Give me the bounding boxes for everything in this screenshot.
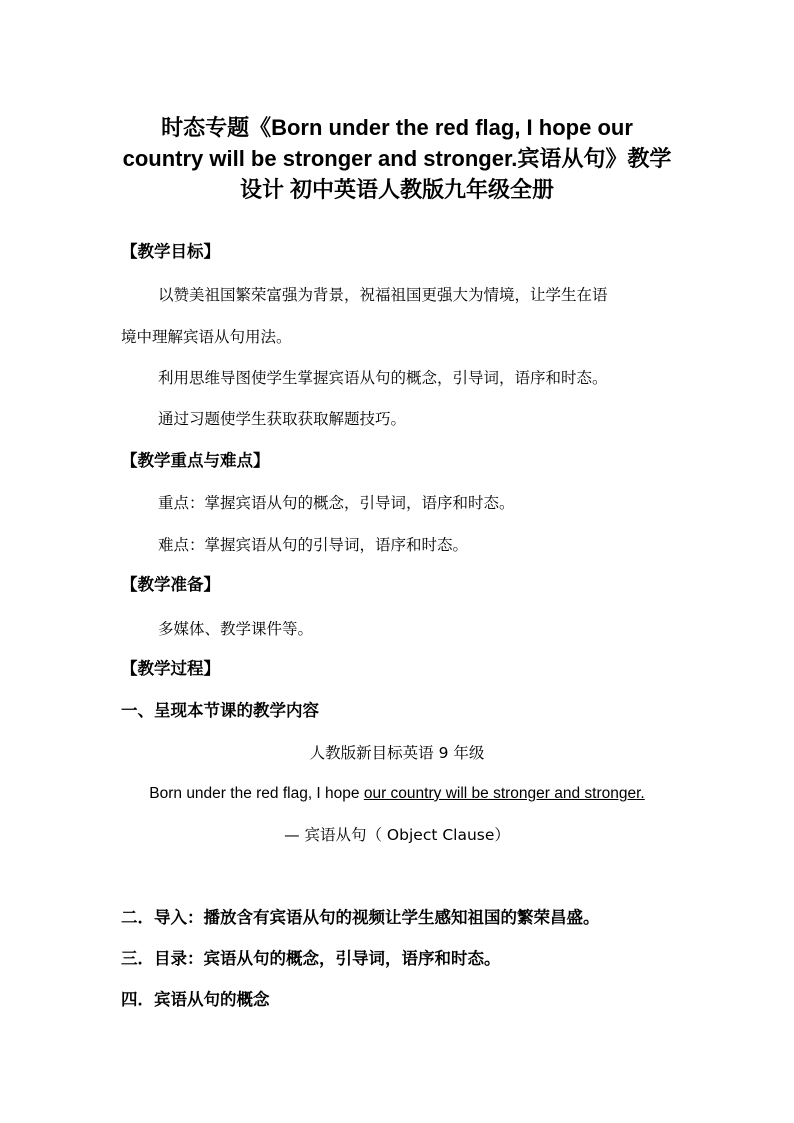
title-line-2: country will be stronger and stronger.宾语从句》教学	[122, 146, 672, 171]
example-sentence	[0, 783, 794, 805]
title-line-3: 设计 初中英语人教版九年级全册	[239, 177, 555, 202]
preparation-text: 多媒体、教学课件等。	[158, 620, 314, 638]
process-step-2: 二．导入：播放含有宾语从句的视频让学生感知祖国的繁荣昌盛。	[121, 908, 600, 927]
object-clause-label: — 宾语从句（ Object Clause）	[284, 826, 510, 844]
process-step-4: 四．宾语从句的概念	[121, 990, 270, 1009]
textbook-label: 人教版新目标英语 9 年级	[309, 744, 485, 762]
preparation-heading: 【教学准备】	[121, 575, 220, 594]
objectives-paragraph-3: 通过习题使学生获取获取解题技巧。	[158, 410, 407, 428]
objectives-paragraph-1-line-1: 以赞美祖国繁荣富强为背景，祝福祖国更强大为情境，让学生在语	[158, 286, 608, 304]
key-point-text: 重点：掌握宾语从句的概念，引导词，语序和时态。	[158, 494, 515, 512]
document-title	[0, 112, 794, 205]
process-step-1: 一、呈现本节课的教学内容	[121, 701, 319, 720]
title-line-1: 时态专题《Born under the red flag, I hope our	[161, 115, 633, 140]
example-sentence-plain: Born under the red flag, I hope	[149, 785, 364, 802]
objectives-heading: 【教学目标】	[121, 242, 220, 261]
key-points-heading: 【教学重点与难点】	[121, 451, 270, 470]
example-sentence-object-clause: our country will be stronger and stronger.	[363, 785, 645, 802]
process-heading: 【教学过程】	[121, 659, 220, 678]
objectives-paragraph-2: 利用思维导图使学生掌握宾语从句的概念，引导词，语序和时态。	[158, 369, 608, 387]
objectives-paragraph-1-line-2: 境中理解宾语从句用法。	[121, 328, 292, 346]
process-step-3: 三．目录：宾语从句的概念，引导词，语序和时态。	[121, 949, 501, 968]
difficult-point-text: 难点：掌握宾语从句的引导词，语序和时态。	[158, 536, 469, 554]
